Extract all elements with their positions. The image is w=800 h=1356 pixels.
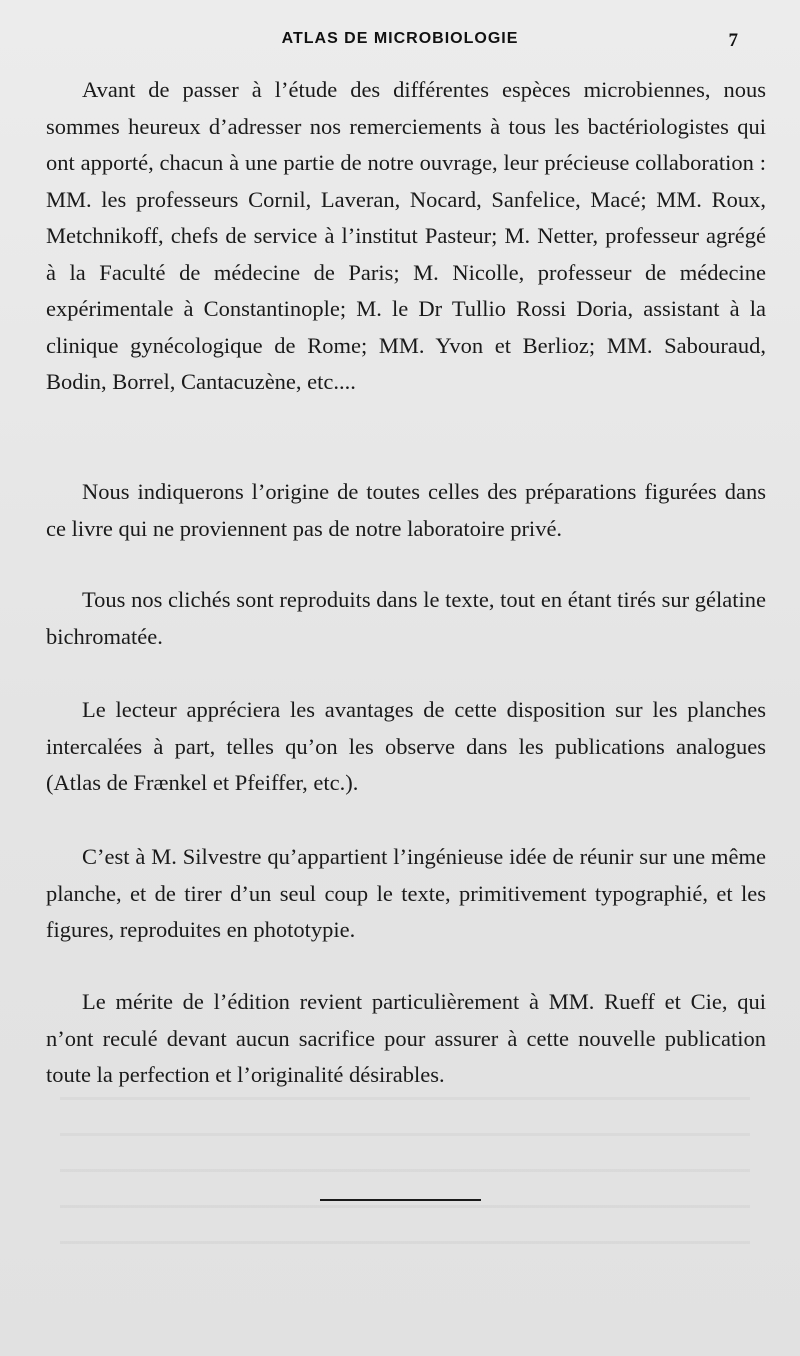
bleed-through-shadow bbox=[60, 1075, 750, 1265]
paragraph-edition bbox=[46, 984, 766, 1094]
paragraph-cliches bbox=[46, 582, 766, 655]
paragraph-origin bbox=[46, 474, 766, 547]
closing-rule bbox=[320, 1199, 481, 1201]
paragraph-text: Tous nos clichés sont reproduits dans le texte, tout en étant tirés sur gélatine bichromatée. bbox=[46, 587, 766, 649]
paragraph-acknowledgements bbox=[46, 72, 766, 401]
paragraph-text: Nous indiquerons l’origine de toutes celles des préparations figurées dans ce livre qui ne proviennent pas de notre laboratoire privé. bbox=[46, 479, 766, 541]
running-title: ATLAS DE MICROBIOLOGIE bbox=[281, 30, 519, 47]
paragraph-text: Le lecteur appréciera les avantages de cette disposition sur les planches intercalées à part, telles qu’on les observe dans les publications analogues (Atlas de Frænkel et Pfeiffer, etc.). bbox=[46, 697, 766, 795]
paragraph-advantages bbox=[46, 692, 766, 802]
paragraph-text: Le mérite de l’édition revient particulièrement à MM. Rueff et Cie, qui n’ont reculé devant aucun sacrifice pour assurer à cette nouvelle publication toute la perfection et l’originalité désirables. bbox=[46, 989, 766, 1087]
paragraph-text: C’est à M. Silvestre qu’appartient l’ingénieuse idée de réunir sur une même planche, et de tirer d’un seul coup le texte, primitivement typographié, et les figures, reproduites en phototypie. bbox=[46, 844, 766, 942]
paragraph-silvestre bbox=[46, 839, 766, 949]
page-number: 7 bbox=[728, 30, 738, 51]
page-header bbox=[0, 30, 800, 54]
paragraph-text: Avant de passer à l’étude des différentes espèces microbiennes, nous sommes heureux d’adresser nos remerciements à tous les bactériologistes qui ont apporté, chacun à une partie de notre ouvrage, leur précieuse collaboration : MM. les professeurs Cornil, Laveran, Nocard, Sanfelice, Macé; MM. Roux, Metchnikoff, chefs de service à l’institut Pasteur; M. Netter, professeur agrégé à la Faculté de médecine de Paris; M. Nicolle, professeur de médecine expérimentale à Constantinople; M. le Dr Tullio Rossi Doria, assistant à la clinique gynécologique de Rome; MM. Yvon et Berlioz; MM. Sabouraud, Bodin, Borrel, Cantacuzène, etc.... bbox=[46, 77, 766, 394]
